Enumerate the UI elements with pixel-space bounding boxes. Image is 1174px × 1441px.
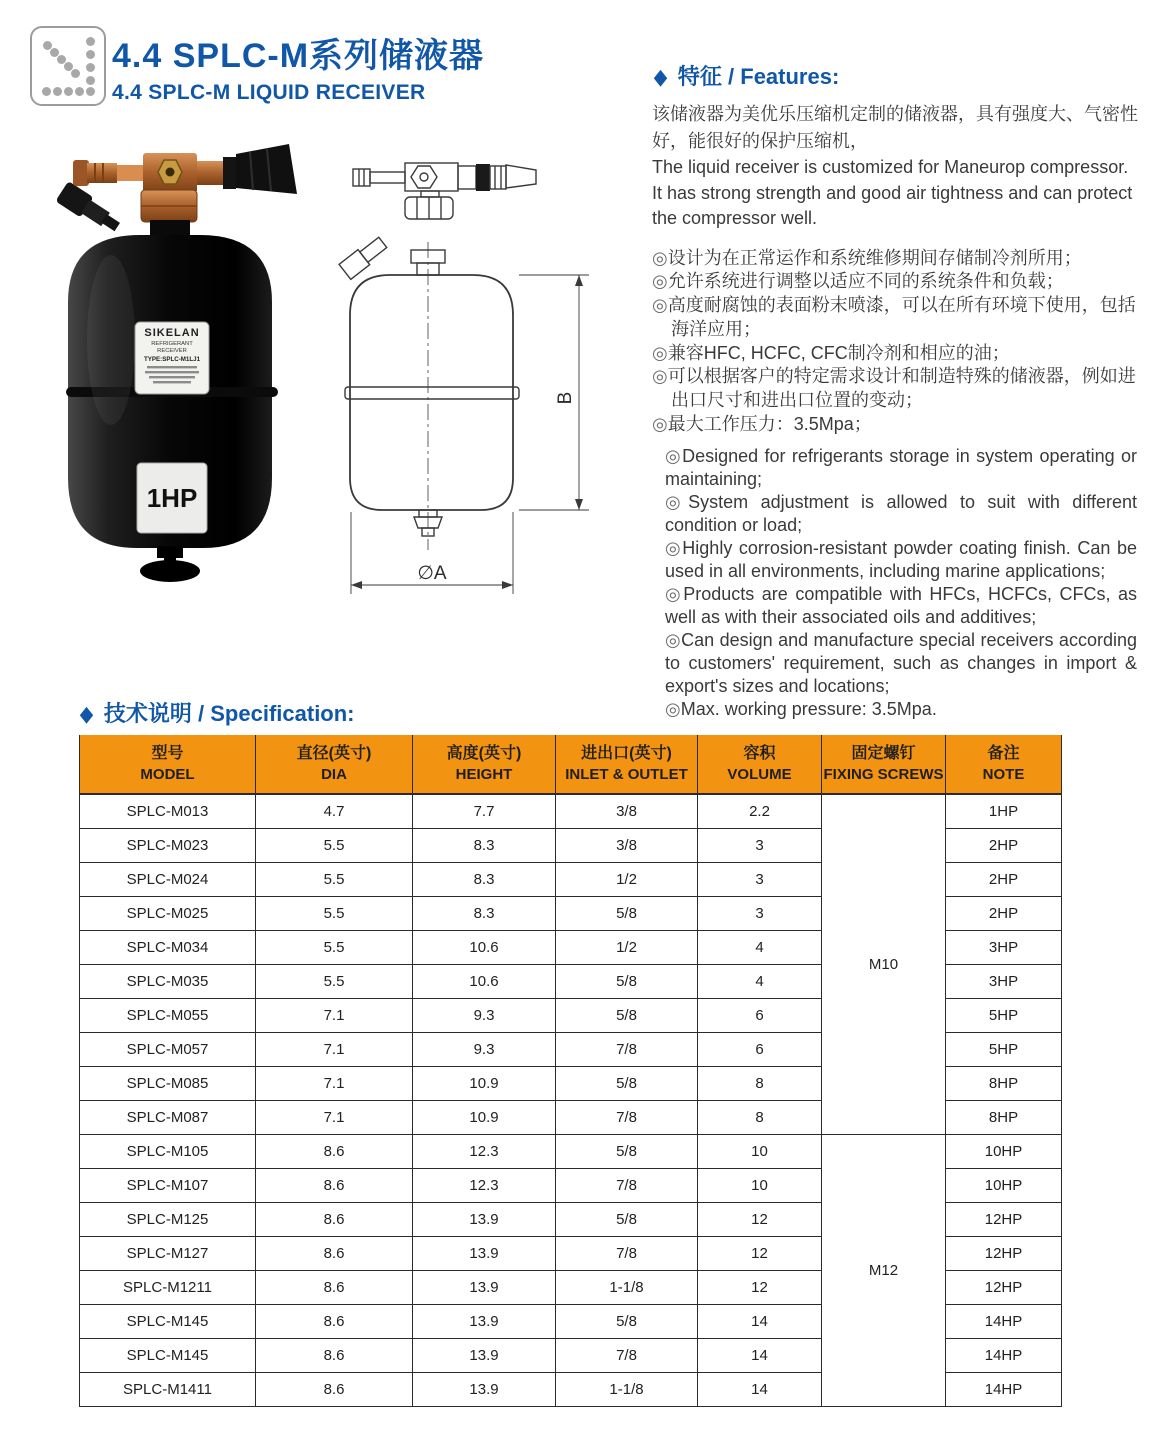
spec-cell-model: SPLC-M057 [80, 1033, 256, 1067]
features-bullets-cn [652, 247, 1139, 437]
spec-cell-dia: 4.7 [256, 794, 413, 829]
spec-cell-model: SPLC-M025 [80, 897, 256, 931]
diamond-bullet-icon: ◆ [79, 701, 94, 726]
spec-header-label: 技术说明 / Specification: [103, 701, 355, 726]
technical-drawing [333, 132, 643, 622]
spec-cell-inlet: 5/8 [556, 1067, 698, 1101]
spec-col-header: 固定螺钉 FIXING SCREWS [822, 735, 946, 794]
spec-cell-inlet: 1-1/8 [556, 1373, 698, 1407]
spec-cell-volume: 6 [698, 999, 822, 1033]
spec-body [80, 794, 1062, 1407]
bullet-marker-icon: ◎ [665, 491, 689, 512]
spec-cell-volume: 12 [698, 1203, 822, 1237]
spec-cell-volume: 14 [698, 1305, 822, 1339]
page-title: 4.4 SPLC-M系列储液器 [112, 37, 485, 75]
bullet-marker-icon: ◎ [665, 537, 683, 558]
spec-cell-dia: 8.6 [256, 1373, 413, 1407]
spec-cell-inlet: 1-1/8 [556, 1271, 698, 1305]
spec-cell-dia: 8.6 [256, 1203, 413, 1237]
spec-cell-volume: 12 [698, 1237, 822, 1271]
page-header [112, 28, 484, 105]
spec-cell-dia: 5.5 [256, 829, 413, 863]
spec-cell-model: SPLC-M145 [80, 1339, 256, 1373]
feature-bullet: ◎System adjustment is allowed to suit with different condition or load; [665, 491, 1137, 535]
bullet-marker-icon: ◎ [665, 445, 683, 466]
spec-cell-volume: 3 [698, 829, 822, 863]
dim-label-diameter: ∅A [417, 563, 447, 584]
spec-cell-inlet: 5/8 [556, 897, 698, 931]
spec-cell-model: SPLC-M1411 [80, 1373, 256, 1407]
bullet-marker-icon: ◎ [652, 366, 668, 387]
brand-dots-logo-icon [30, 26, 106, 106]
dim-label-height: B [555, 391, 576, 405]
spec-cell-dia: 5.5 [256, 897, 413, 931]
feature-bullet: ◎最大工作压力：3.5Mpa； [652, 413, 872, 434]
feature-bullet: ◎Max. working pressure: 3.5Mpa. [665, 698, 937, 719]
spec-cell-inlet: 3/8 [556, 829, 698, 863]
spec-cell-inlet: 7/8 [556, 1033, 698, 1067]
spec-cell-volume: 12 [698, 1271, 822, 1305]
features-header [652, 60, 1139, 91]
spec-cell-note: 10HP [946, 1169, 1062, 1203]
photo-hp-label: 1HP [146, 483, 198, 513]
bullet-marker-icon: ◎ [652, 295, 668, 316]
spec-cell-model: SPLC-M145 [80, 1305, 256, 1339]
spec-cell-dia: 5.5 [256, 863, 413, 897]
feature-bullet: ◎Highly corrosion-resistant powder coating finish. Can be used in all environments, including marine applications; [665, 537, 1137, 581]
features-bullets-en [652, 445, 1137, 721]
spec-cell-note: 5HP [946, 1033, 1062, 1067]
spec-cell-volume: 8 [698, 1101, 822, 1135]
feature-bullet: ◎Designed for refrigerants storage in system operating or maintaining; [665, 445, 1137, 489]
feature-bullet: ◎Products are compatible with HFCs, HCFCs, CFCs, as well as with their associated oils and additives; [665, 583, 1137, 627]
bullet-marker-icon: ◎ [652, 271, 668, 292]
spec-cell-fixing-screws: M12 [822, 1135, 946, 1407]
spec-cell-dia: 5.5 [256, 965, 413, 999]
spec-cell-model: SPLC-M1211 [80, 1271, 256, 1305]
spec-cell-height: 13.9 [413, 1373, 556, 1407]
spec-cell-inlet: 5/8 [556, 1203, 698, 1237]
bullet-marker-icon: ◎ [665, 698, 681, 719]
spec-col-header: 容积 VOLUME [698, 735, 822, 794]
spec-cell-height: 7.7 [413, 794, 556, 829]
spec-cell-note: 3HP [946, 965, 1062, 999]
spec-cell-height: 10.6 [413, 965, 556, 999]
spec-cell-volume: 4 [698, 931, 822, 965]
spec-cell-note: 14HP [946, 1305, 1062, 1339]
spec-cell-note: 1HP [946, 794, 1062, 829]
feature-bullet: ◎允许系统进行调整以适应不同的系统条件和负载； [652, 271, 1064, 292]
spec-cell-dia: 7.1 [256, 999, 413, 1033]
spec-cell-dia: 7.1 [256, 1033, 413, 1067]
spec-cell-model: SPLC-M024 [80, 863, 256, 897]
spec-cell-height: 13.9 [413, 1339, 556, 1373]
spec-cell-dia: 8.6 [256, 1237, 413, 1271]
feature-bullet: ◎兼容HFC, HCFC, CFC制冷剂和相应的油； [652, 342, 1010, 363]
spec-cell-model: SPLC-M087 [80, 1101, 256, 1135]
diamond-bullet-icon: ◆ [653, 64, 668, 89]
photo-type-label: TYPE:SPLC-M1LJ1 [143, 356, 201, 363]
spec-cell-dia: 7.1 [256, 1067, 413, 1101]
spec-cell-height: 13.9 [413, 1237, 556, 1271]
spec-col-header: 进出口(英寸) INLET & OUTLET [556, 735, 698, 794]
spec-cell-inlet: 1/2 [556, 863, 698, 897]
spec-col-header: 备注 NOTE [946, 735, 1062, 794]
spec-cell-volume: 2.2 [698, 794, 822, 829]
product-photo [45, 140, 305, 610]
spec-cell-volume: 6 [698, 1033, 822, 1067]
spec-cell-fixing-screws: M10 [822, 794, 946, 1135]
spec-cell-height: 12.3 [413, 1135, 556, 1169]
spec-col-header: 直径(英寸) DIA [256, 735, 413, 794]
spec-cell-volume: 3 [698, 897, 822, 931]
spec-cell-note: 8HP [946, 1101, 1062, 1135]
spec-cell-inlet: 7/8 [556, 1237, 698, 1271]
spec-cell-height: 8.3 [413, 897, 556, 931]
spec-cell-model: SPLC-M035 [80, 965, 256, 999]
page-subtitle: 4.4 SPLC-M LIQUID RECEIVER [112, 81, 426, 104]
spec-cell-dia: 8.6 [256, 1169, 413, 1203]
spec-row [80, 794, 1062, 829]
features-intro-en: The liquid receiver is customized for Maneurop compressor. It has strong strength and good air tightness and can protect the compressor well. [652, 157, 1133, 229]
feature-bullet: ◎可以根据客户的特定需求设计和制造特殊的储液器，例如进出口尺寸和进出口位置的变动； [652, 366, 1136, 411]
spec-cell-volume: 14 [698, 1373, 822, 1407]
feature-bullet: ◎Can design and manufacture special receivers according to customers' requirement, such as changes in import & export's sizes and locations; [665, 629, 1137, 696]
spec-section-header [78, 697, 355, 728]
spec-cell-dia: 8.6 [256, 1305, 413, 1339]
spec-table [79, 735, 1062, 1407]
bullet-marker-icon: ◎ [652, 342, 668, 363]
photo-label-line3: RECEIVER [157, 348, 187, 354]
spec-cell-height: 9.3 [413, 999, 556, 1033]
spec-cell-inlet: 5/8 [556, 1135, 698, 1169]
spec-cell-inlet: 5/8 [556, 965, 698, 999]
spec-cell-height: 13.9 [413, 1271, 556, 1305]
spec-cell-model: SPLC-M107 [80, 1169, 256, 1203]
bullet-marker-icon: ◎ [665, 629, 682, 650]
spec-cell-dia: 8.6 [256, 1135, 413, 1169]
spec-cell-note: 12HP [946, 1203, 1062, 1237]
spec-cell-model: SPLC-M125 [80, 1203, 256, 1237]
spec-col-header: 高度(英寸) HEIGHT [413, 735, 556, 794]
spec-cell-volume: 3 [698, 863, 822, 897]
spec-cell-inlet: 5/8 [556, 999, 698, 1033]
spec-cell-note: 2HP [946, 897, 1062, 931]
spec-cell-note: 14HP [946, 1339, 1062, 1373]
spec-cell-volume: 14 [698, 1339, 822, 1373]
spec-cell-inlet: 7/8 [556, 1101, 698, 1135]
features-header-label: 特征 / Features: [677, 64, 840, 89]
spec-cell-note: 12HP [946, 1237, 1062, 1271]
spec-header-row [80, 735, 1062, 794]
photo-label-line2: REFRIGERANT [151, 341, 193, 347]
features-section [652, 60, 1139, 721]
spec-cell-note: 10HP [946, 1135, 1062, 1169]
spec-cell-volume: 10 [698, 1135, 822, 1169]
photo-brand-label: SIKELAN [144, 327, 200, 339]
spec-cell-inlet: 1/2 [556, 931, 698, 965]
spec-cell-dia: 5.5 [256, 931, 413, 965]
spec-cell-dia: 7.1 [256, 1101, 413, 1135]
spec-cell-model: SPLC-M127 [80, 1237, 256, 1271]
spec-cell-height: 12.3 [413, 1169, 556, 1203]
spec-cell-note: 12HP [946, 1271, 1062, 1305]
spec-cell-model: SPLC-M013 [80, 794, 256, 829]
feature-bullet: ◎设计为在正常运作和系统维修期间存储制冷剂所用； [652, 247, 1082, 268]
features-intro-cn: 该储液器为美优乐压缩机定制的储液器，具有强度大、气密性好，能很好的保护压缩机， [652, 104, 1138, 151]
spec-cell-model: SPLC-M023 [80, 829, 256, 863]
spec-cell-volume: 8 [698, 1067, 822, 1101]
spec-cell-height: 8.3 [413, 863, 556, 897]
feature-bullet: ◎高度耐腐蚀的表面粉末喷漆，可以在所有环境下使用，包括海洋应用； [652, 295, 1136, 339]
spec-cell-height: 10.9 [413, 1067, 556, 1101]
spec-cell-model: SPLC-M105 [80, 1135, 256, 1169]
bullet-marker-icon: ◎ [665, 583, 684, 604]
spec-cell-note: 14HP [946, 1373, 1062, 1407]
spec-cell-inlet: 7/8 [556, 1339, 698, 1373]
spec-cell-height: 8.3 [413, 829, 556, 863]
spec-cell-height: 10.6 [413, 931, 556, 965]
spec-cell-height: 9.3 [413, 1033, 556, 1067]
spec-col-header: 型号 MODEL [80, 735, 256, 794]
spec-row [80, 1135, 1062, 1169]
spec-cell-volume: 10 [698, 1169, 822, 1203]
spec-cell-inlet: 5/8 [556, 1305, 698, 1339]
spec-cell-model: SPLC-M055 [80, 999, 256, 1033]
spec-cell-inlet: 7/8 [556, 1169, 698, 1203]
bullet-marker-icon: ◎ [652, 247, 668, 268]
spec-cell-dia: 8.6 [256, 1339, 413, 1373]
spec-cell-height: 13.9 [413, 1203, 556, 1237]
spec-cell-model: SPLC-M034 [80, 931, 256, 965]
spec-cell-note: 5HP [946, 999, 1062, 1033]
side-cap-icon [55, 181, 123, 237]
spec-cell-dia: 8.6 [256, 1271, 413, 1305]
spec-cell-note: 8HP [946, 1067, 1062, 1101]
spec-cell-note: 3HP [946, 931, 1062, 965]
spec-cell-note: 2HP [946, 829, 1062, 863]
spec-cell-height: 10.9 [413, 1101, 556, 1135]
spec-cell-volume: 4 [698, 965, 822, 999]
spec-cell-note: 2HP [946, 863, 1062, 897]
bullet-marker-icon: ◎ [652, 413, 668, 434]
spec-cell-model: SPLC-M085 [80, 1067, 256, 1101]
spec-cell-height: 13.9 [413, 1305, 556, 1339]
spec-cell-inlet: 3/8 [556, 794, 698, 829]
